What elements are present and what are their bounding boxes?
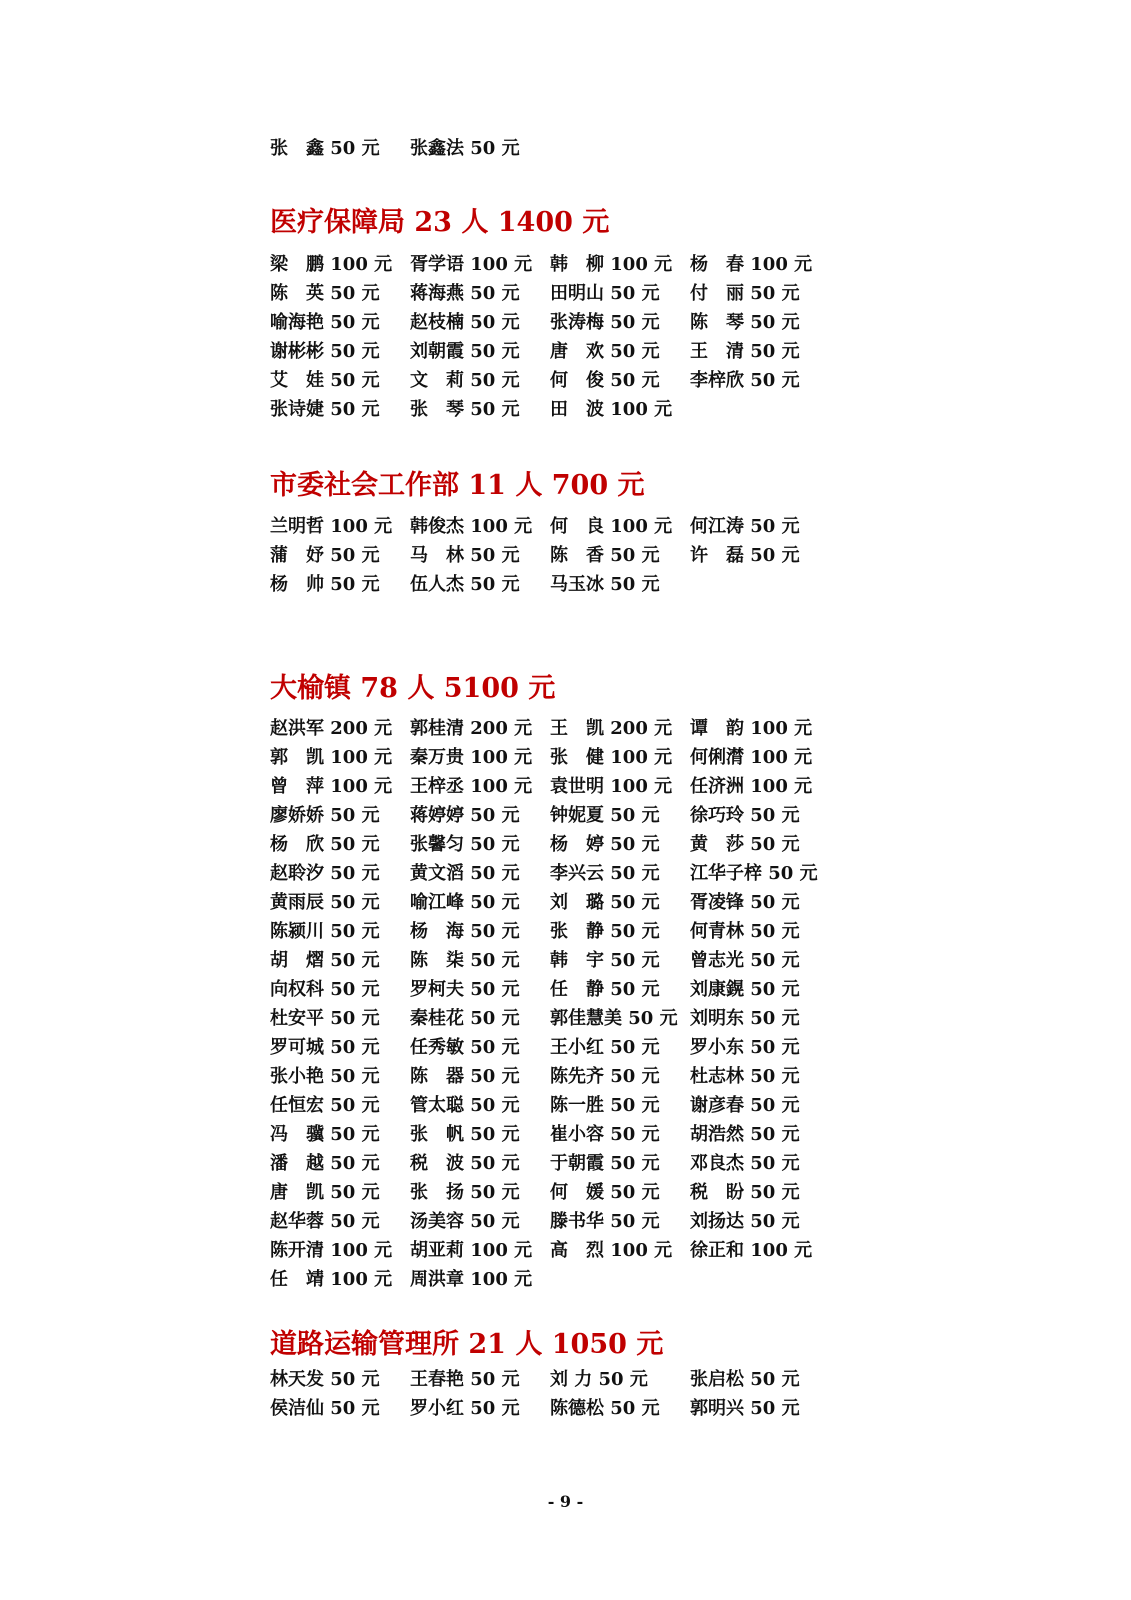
list-row: [270, 915, 870, 944]
donor-entry: 艾 娃 50 元: [270, 369, 380, 391]
list-row: [270, 1234, 870, 1263]
donor-entry: 罗可城 50 元: [270, 1036, 380, 1058]
list-row: [270, 364, 870, 393]
donor-entry: 梁 鹏 100 元: [270, 253, 393, 275]
donor-entry: 张涛梅 50 元: [550, 311, 660, 333]
donor-entry: 徐巧玲 50 元: [690, 804, 800, 826]
donor-entry: 税 盼 50 元: [690, 1181, 800, 1203]
donor-entry: 何 良 100 元: [550, 515, 673, 537]
donor-entry: 田 波 100 元: [550, 398, 673, 420]
donor-entry: 向权科 50 元: [270, 978, 380, 1000]
list-row: [270, 277, 870, 306]
page-number: - 9 -: [547, 1492, 584, 1511]
donor-entry: 罗小东 50 元: [690, 1036, 800, 1058]
list-row: [270, 857, 870, 886]
donor-entry: 文 莉 50 元: [410, 369, 520, 391]
list-row: [270, 1089, 870, 1118]
donor-entry: 陈开清 100 元: [270, 1239, 393, 1261]
list-row: [270, 1392, 870, 1421]
donor-entry: 何江涛 50 元: [690, 515, 800, 537]
donor-entry: 何 俊 50 元: [550, 369, 660, 391]
donor-list: [270, 248, 870, 422]
donor-entry: 蒲 妤 50 元: [270, 544, 380, 566]
donor-entry: 杜志林 50 元: [690, 1065, 800, 1087]
donor-entry: 陈一胜 50 元: [550, 1094, 660, 1116]
donor-entry: 高 烈 100 元: [550, 1239, 673, 1261]
donor-entry: 钟妮夏 50 元: [550, 804, 660, 826]
donor-entry: 江华子梓 50 元: [690, 862, 818, 884]
donor-entry: 付 丽 50 元: [690, 282, 800, 304]
list-row: [270, 248, 870, 277]
donor-entry: 李梓欣 50 元: [690, 369, 800, 391]
donor-entry: 黄文滔 50 元: [410, 862, 520, 884]
donor-list: [270, 510, 870, 597]
donor-entry: 张 帆 50 元: [410, 1123, 520, 1145]
donor-list: [270, 712, 870, 1292]
donor-entry: 杨 春 100 元: [690, 253, 813, 275]
donor-entry: 张 扬 50 元: [410, 1181, 520, 1203]
donor-entry: 潘 越 50 元: [270, 1152, 380, 1174]
donor-entry: 韩俊杰 100 元: [410, 515, 533, 537]
donor-entry: 蒋海燕 50 元: [410, 282, 520, 304]
list-row: [270, 1176, 870, 1205]
donor-entry: 杨 海 50 元: [410, 920, 520, 942]
donor-entry: 胡浩然 50 元: [690, 1123, 800, 1145]
donor-entry: 唐 凯 50 元: [270, 1181, 380, 1203]
donor-entry: 王 凯 200 元: [550, 717, 673, 739]
donor-entry: 秦万贵 100 元: [410, 746, 533, 768]
donor-entry: 于朝霞 50 元: [550, 1152, 660, 1174]
donor-entry: 周洪章 100 元: [410, 1268, 533, 1290]
donor-entry: 侯洁仙 50 元: [270, 1397, 380, 1419]
list-row: [270, 741, 870, 770]
donor-entry: 马玉冰 50 元: [550, 573, 660, 595]
donor-entry: 曾 萍 100 元: [270, 775, 393, 797]
donor-entry: 刘 璐 50 元: [550, 891, 660, 913]
donor-entry: 马 林 50 元: [410, 544, 520, 566]
donor-entry: 杨 婷 50 元: [550, 833, 660, 855]
carryover-list: [270, 132, 870, 161]
donor-entry: 喻江峰 50 元: [410, 891, 520, 913]
donor-entry: 陈颍川 50 元: [270, 920, 380, 942]
donor-entry: 郭桂清 200 元: [410, 717, 533, 739]
list-row: [270, 510, 870, 539]
list-row: [270, 1031, 870, 1060]
donor-entry: 韩 柳 100 元: [550, 253, 673, 275]
donor-entry: 刘康鎤 50 元: [690, 978, 800, 1000]
donor-entry: 税 波 50 元: [410, 1152, 520, 1174]
list-row: [270, 335, 870, 364]
donor-entry: 任 静 50 元: [550, 978, 660, 1000]
list-row: [270, 944, 870, 973]
donor-entry: 唐 欢 50 元: [550, 340, 660, 362]
donor-entry: 刘扬达 50 元: [690, 1210, 800, 1232]
donor-entry: 赵华蓉 50 元: [270, 1210, 380, 1232]
donor-entry: 陈 英 50 元: [270, 282, 380, 304]
donor-entry: 廖娇娇 50 元: [270, 804, 380, 826]
donor-entry: 林天发 50 元: [270, 1368, 380, 1390]
list-row: [270, 1363, 870, 1392]
donor-entry: 郭佳慧美 50 元: [550, 1007, 678, 1029]
donor-entry: 伍人杰 50 元: [410, 573, 520, 595]
list-row: [270, 1002, 870, 1031]
list-row: [270, 973, 870, 1002]
donor-entry: 陈 琴 50 元: [690, 311, 800, 333]
donor-entry: 杨 欣 50 元: [270, 833, 380, 855]
donor-entry: 管太聪 50 元: [410, 1094, 520, 1116]
list-row: [270, 1060, 870, 1089]
donor-entry: 张 鑫 50 元: [270, 137, 380, 159]
section-title: 市委社会工作部 11 人 700 元: [270, 470, 645, 501]
list-row: [270, 799, 870, 828]
donor-entry: 曾志光 50 元: [690, 949, 800, 971]
list-row: [270, 132, 870, 161]
donor-entry: 任济洲 100 元: [690, 775, 813, 797]
donor-entry: 杨 帅 50 元: [270, 573, 380, 595]
donor-entry: 刘 力 50 元: [550, 1368, 648, 1390]
list-row: [270, 306, 870, 335]
section-title: 大榆镇 78 人 5100 元: [270, 673, 556, 704]
donor-entry: 赵洪军 200 元: [270, 717, 393, 739]
donor-entry: 陈 柒 50 元: [410, 949, 520, 971]
donor-entry: 冯 骥 50 元: [270, 1123, 380, 1145]
donor-entry: 张馨匀 50 元: [410, 833, 520, 855]
donor-entry: 任 靖 100 元: [270, 1268, 393, 1290]
donor-entry: 赵枝楠 50 元: [410, 311, 520, 333]
list-row: [270, 1147, 870, 1176]
donor-entry: 喻海艳 50 元: [270, 311, 380, 333]
donor-entry: 张鑫法 50 元: [410, 137, 520, 159]
donor-entry: 蒋婷婷 50 元: [410, 804, 520, 826]
donor-entry: 任秀敏 50 元: [410, 1036, 520, 1058]
donor-entry: 刘明东 50 元: [690, 1007, 800, 1029]
donor-entry: 任恒宏 50 元: [270, 1094, 380, 1116]
donor-entry: 黄 莎 50 元: [690, 833, 800, 855]
donor-entry: 何青林 50 元: [690, 920, 800, 942]
donor-entry: 谭 韵 100 元: [690, 717, 813, 739]
donor-entry: 滕书华 50 元: [550, 1210, 660, 1232]
list-row: [270, 568, 870, 597]
donor-entry: 胥凌锋 50 元: [690, 891, 800, 913]
donor-entry: 罗小红 50 元: [410, 1397, 520, 1419]
donor-entry: 谢彬彬 50 元: [270, 340, 380, 362]
donor-entry: 韩 宇 50 元: [550, 949, 660, 971]
donor-entry: 王 清 50 元: [690, 340, 800, 362]
donor-entry: 郭 凯 100 元: [270, 746, 393, 768]
donor-entry: 田明山 50 元: [550, 282, 660, 304]
donor-entry: 汤美容 50 元: [410, 1210, 520, 1232]
donor-entry: 胥学语 100 元: [410, 253, 533, 275]
section-title: 道路运输管理所 21 人 1050 元: [270, 1329, 664, 1360]
list-row: [270, 770, 870, 799]
list-row: [270, 828, 870, 857]
donor-list: [270, 1363, 870, 1421]
list-row: [270, 1118, 870, 1147]
donor-entry: 谢彦春 50 元: [690, 1094, 800, 1116]
donor-entry: 王春艳 50 元: [410, 1368, 520, 1390]
donor-entry: 陈先齐 50 元: [550, 1065, 660, 1087]
donor-entry: 袁世明 100 元: [550, 775, 673, 797]
list-row: [270, 1205, 870, 1234]
donor-entry: 杜安平 50 元: [270, 1007, 380, 1029]
list-row: [270, 539, 870, 568]
donor-entry: 陈 香 50 元: [550, 544, 660, 566]
list-row: [270, 393, 870, 422]
donor-entry: 张 琴 50 元: [410, 398, 520, 420]
donor-entry: 秦桂花 50 元: [410, 1007, 520, 1029]
donor-entry: 陈 器 50 元: [410, 1065, 520, 1087]
donor-entry: 张诗婕 50 元: [270, 398, 380, 420]
donor-entry: 张小艳 50 元: [270, 1065, 380, 1087]
section-title: 医疗保障局 23 人 1400 元: [270, 207, 610, 238]
donor-entry: 邓良杰 50 元: [690, 1152, 800, 1174]
donor-entry: 崔小容 50 元: [550, 1123, 660, 1145]
donor-entry: 张 静 50 元: [550, 920, 660, 942]
donor-entry: 张 健 100 元: [550, 746, 673, 768]
list-row: [270, 886, 870, 915]
donor-entry: 黄雨辰 50 元: [270, 891, 380, 913]
donor-entry: 何 媛 50 元: [550, 1181, 660, 1203]
donor-entry: 王梓丞 100 元: [410, 775, 533, 797]
donor-entry: 徐正和 100 元: [690, 1239, 813, 1261]
donor-entry: 兰明哲 100 元: [270, 515, 393, 537]
donor-entry: 郭明兴 50 元: [690, 1397, 800, 1419]
donor-entry: 胡 熠 50 元: [270, 949, 380, 971]
donor-entry: 刘朝霞 50 元: [410, 340, 520, 362]
donor-entry: 许 磊 50 元: [690, 544, 800, 566]
list-row: [270, 1263, 870, 1292]
list-row: [270, 712, 870, 741]
donor-entry: 陈德松 50 元: [550, 1397, 660, 1419]
donor-entry: 张启松 50 元: [690, 1368, 800, 1390]
donor-entry: 罗柯夫 50 元: [410, 978, 520, 1000]
donor-entry: 王小红 50 元: [550, 1036, 660, 1058]
donor-entry: 李兴云 50 元: [550, 862, 660, 884]
donor-entry: 何俐潸 100 元: [690, 746, 813, 768]
donor-entry: 胡亚莉 100 元: [410, 1239, 533, 1261]
donor-entry: 赵聆汐 50 元: [270, 862, 380, 884]
